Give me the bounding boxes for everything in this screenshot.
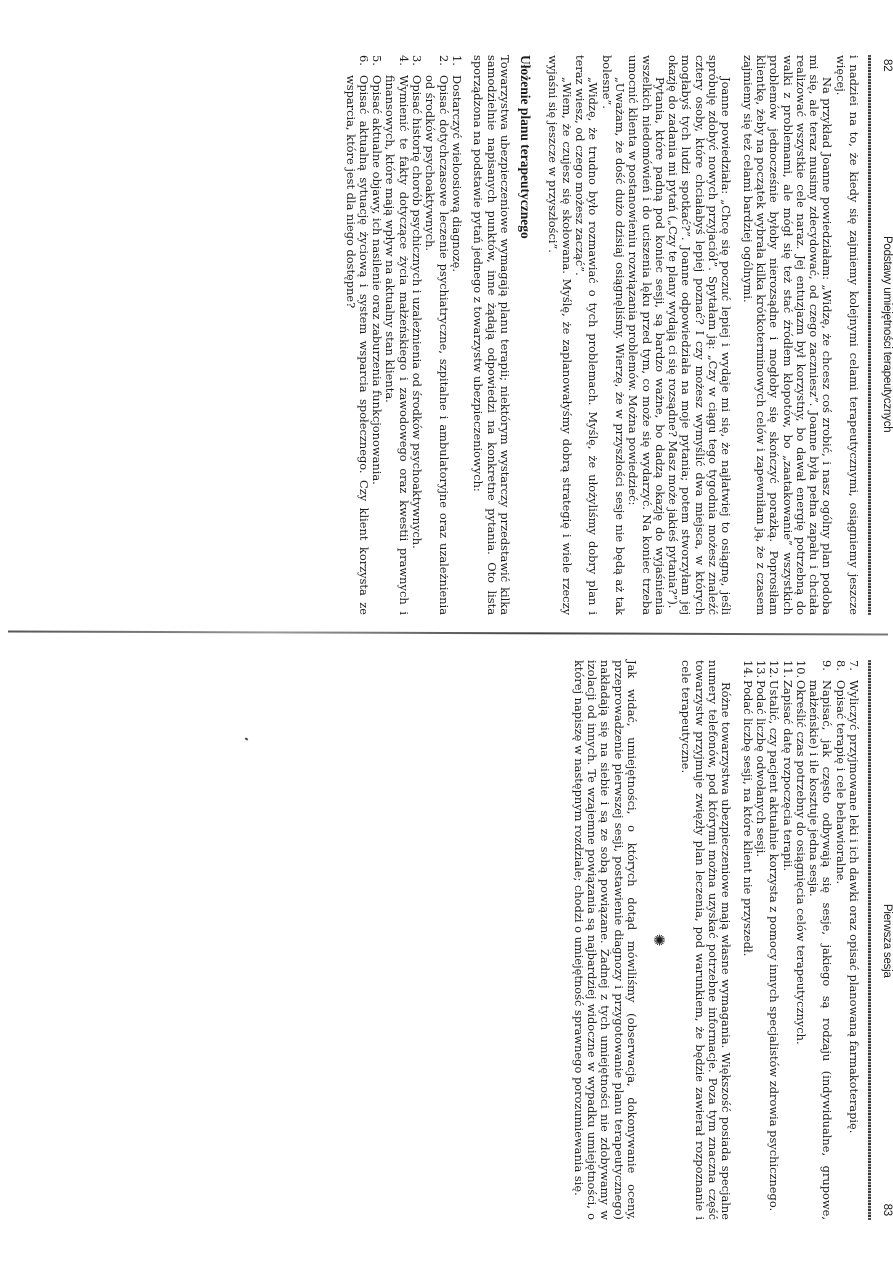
closing-paragraph: Jak widać, umiejętności, o których dotąd mówiliśmy (obserwacja, dokonywanie oceny, przeprowadzenie pierwszej sesji, postawienie diagnozy i przygotowanie planu terapeutycznego) nakładają się na siebie i są ze sobą powiązane. Żadnej z tych umiejętności nie zdobywamy w izolacji od innych. Te wzajemne powiązania są najbardziej widoczne w wypadku umiejętności, o której napiszę w następnym rozdziale; chodzi o umiejętność sprawnego porozumiewania się. — [571, 660, 639, 1220]
list-item: 9. Napisać, jak często odbywają się sesje, jakiego są rodzaju (indywidualne, grupowe, małżeńskie) i ile kosztuje jedna sesja. — [807, 660, 835, 1220]
running-header — [875, 55, 893, 615]
book-page-83 — [113, 660, 893, 1220]
page-number: 82 — [881, 59, 893, 72]
paragraph: i nadziei na to, że kiedy się zajmiemy kolejnymi celami terapeutycznymi, osiągniemy jeszcze więcej. — [833, 55, 861, 615]
page-number: 83 — [881, 1203, 893, 1216]
list-item: 7. Wyliczyć przyjmowane leki i ich dawki oraz opisać planowaną farmakoterapię. — [847, 660, 861, 1134]
quote-paragraph: „Uważam, że dość dużo dzisiaj osiągnęliśmy. Wierzę, że w przyszłości sesje nie będą aż tak bolesne”. — [599, 55, 627, 615]
running-head-title: Pierwsza sesja — [881, 903, 893, 978]
list-item: 6. Opisać aktualną sytuację życiową i system wsparcia społecznego. Czy klient korzysta ze wsparcia, które jest dla niego dostępne? — [343, 55, 371, 615]
page-body — [343, 55, 860, 615]
list-item: 1. Dostarczyć wieloosiową diagnozę. — [449, 55, 464, 273]
quote-paragraph: „Wiem, że czujesz się skołowana. Myślę, że zaplanowałyśmy dobrą strategię i wiele rzeczy wyjaśni się jeszcze w przyszłości”. — [546, 55, 574, 615]
list-item: 11. Zapisać datę rozpoczęcia terapii. — [780, 660, 795, 872]
section-intro: Towarzystwa ubezpieczeniowe wymagają planu terapii; niektórym wystarczy przedstawić kilka samodzielnie napisanych punktów, inne żądają odpowiedzi na konkretne pytania. Oto lista sporządzona na podstawie pytań jednego z towarzystw ubezpieczeniowych: — [471, 55, 512, 615]
running-head-title: Podstawy umiejętności terapeutycznych — [881, 235, 893, 433]
quote-paragraph: „Widzę, że trudno było rozmawiać o tych problemach. Myślę, że ułożyliśmy dobry plan i teraz wiesz, od czego możesz zacząć”. — [573, 55, 601, 615]
list-item: 3. Opisać historię chorób psychicznych i uzależnienia od środków psychoaktywnych. — [410, 55, 425, 549]
list-item: 5. Opisać aktualne objawy, ich nasilenie oraz zaburzenia funkcjonowania. — [370, 55, 385, 485]
book-page-82 — [113, 55, 893, 615]
requirements-list-continued — [740, 660, 860, 1220]
list-item: 8. Opisać terapię i cele behawioralne. — [833, 660, 848, 885]
section-heading: Ułożenie planu terapeutycznego — [518, 55, 534, 239]
list-item: 4. Wymienić te fakty dotyczące życia małżeńskiego i zawodowego oraz kwestii prawnych i finansowych, które mają wpływ na aktualny stan klienta. — [383, 55, 411, 615]
header-rule — [868, 660, 871, 1220]
header-rule — [868, 55, 871, 615]
list-item: 14. Podać liczbę sesji, na które klient nie przyszedł. — [740, 660, 755, 957]
paragraph: Różne towarzystwa ubezpieczeniowe mają własne wymagania. Większość posiada specjalne numery telefonów, pod którymi można uzyskać potrzebne informacje. Poza tym znaczna część towarzystw przyjmuje zwięzły plan leczenia, pod warunkiem, że będzie zawierał rozpoznanie i cele terapeutyczne. — [679, 660, 734, 1220]
requirements-list — [343, 55, 463, 615]
section-divider-asterisk-icon: ✺ — [650, 933, 669, 947]
running-header — [875, 660, 893, 1220]
list-item: 2. Opisać dotychczasowe leczenie psychiatryczne, szpitalne i ambulatoryjne oraz uzależnienia od środków psychoaktywnych. — [423, 55, 451, 615]
paragraph: Pytania, które padną pod koniec sesji, są bardzo ważne, bo dadzą okazję do wyjaśnienia wszelkich niedomówień i do uciszenia lęku przed tym, co może się wydarzyć. Na koniec trzeba umocnić klienta w postanowieniu rozwiązania problemów. Można powiedzieć: — [626, 55, 667, 615]
page-body — [571, 660, 860, 1220]
list-item: 12. Ustalić, czy pacjent aktualnie korzysta z pomocy innych specjalistów zdrowia psychicznego. — [767, 660, 782, 1212]
paragraph: Joanne powiedziała: „Chcę się poczuć lepiej i wydaje mi się, że najłatwiej to osiągnę, jeśli spróbuję zdobyć nowych przyjaciół”. Spytałam ją: „Czy w ciągu tego tygodnia możesz znaleźć cztery osoby, które chciałabyś lepiej poznać? I czy możesz wymyślić dwa miejsca, w których mogłabyś tych ludzi spotkać?”. Joanne odpowiedziała na moje pytania; potem stworzyłam jej okazję do zadania mi pytań („Czy te plany wydają ci się rozsądne? Masz może jakieś pytania?”). — [666, 55, 734, 615]
list-item: 10. Określić czas potrzebny do osiągnięcia celów terapeutycznych. — [793, 660, 808, 1045]
page-gutter-line — [8, 630, 888, 635]
list-item: 13. Podać liczbę odwołanych sesji. — [753, 660, 768, 858]
paragraph: Na przykład Joanne powiedziałam: „Widzę, że chcesz coś zrobić, i nasz ogólny plan podoba mi się, ale teraz musimy zdecydować, od czego zaczniesz”. Joanne była pełna zapału i chciała realizować wszystkie cele naraz. Jej entuzjazm był korzystny, bo dawał energię potrzebną do walki z problemami, ale mógł się też stać źródłem kłopotów, bo „zaatakowanie” wszystkich problemów jednocześnie byłoby nierozsądne i mogłoby się skończyć porażką. Poprosiłam klientkę, żeby na początek wybrała kilka krótkoterminowych celów i zapewniłam ją, że z czasem zajmiemy się też celami bardziej ogólnymi. — [740, 55, 835, 615]
